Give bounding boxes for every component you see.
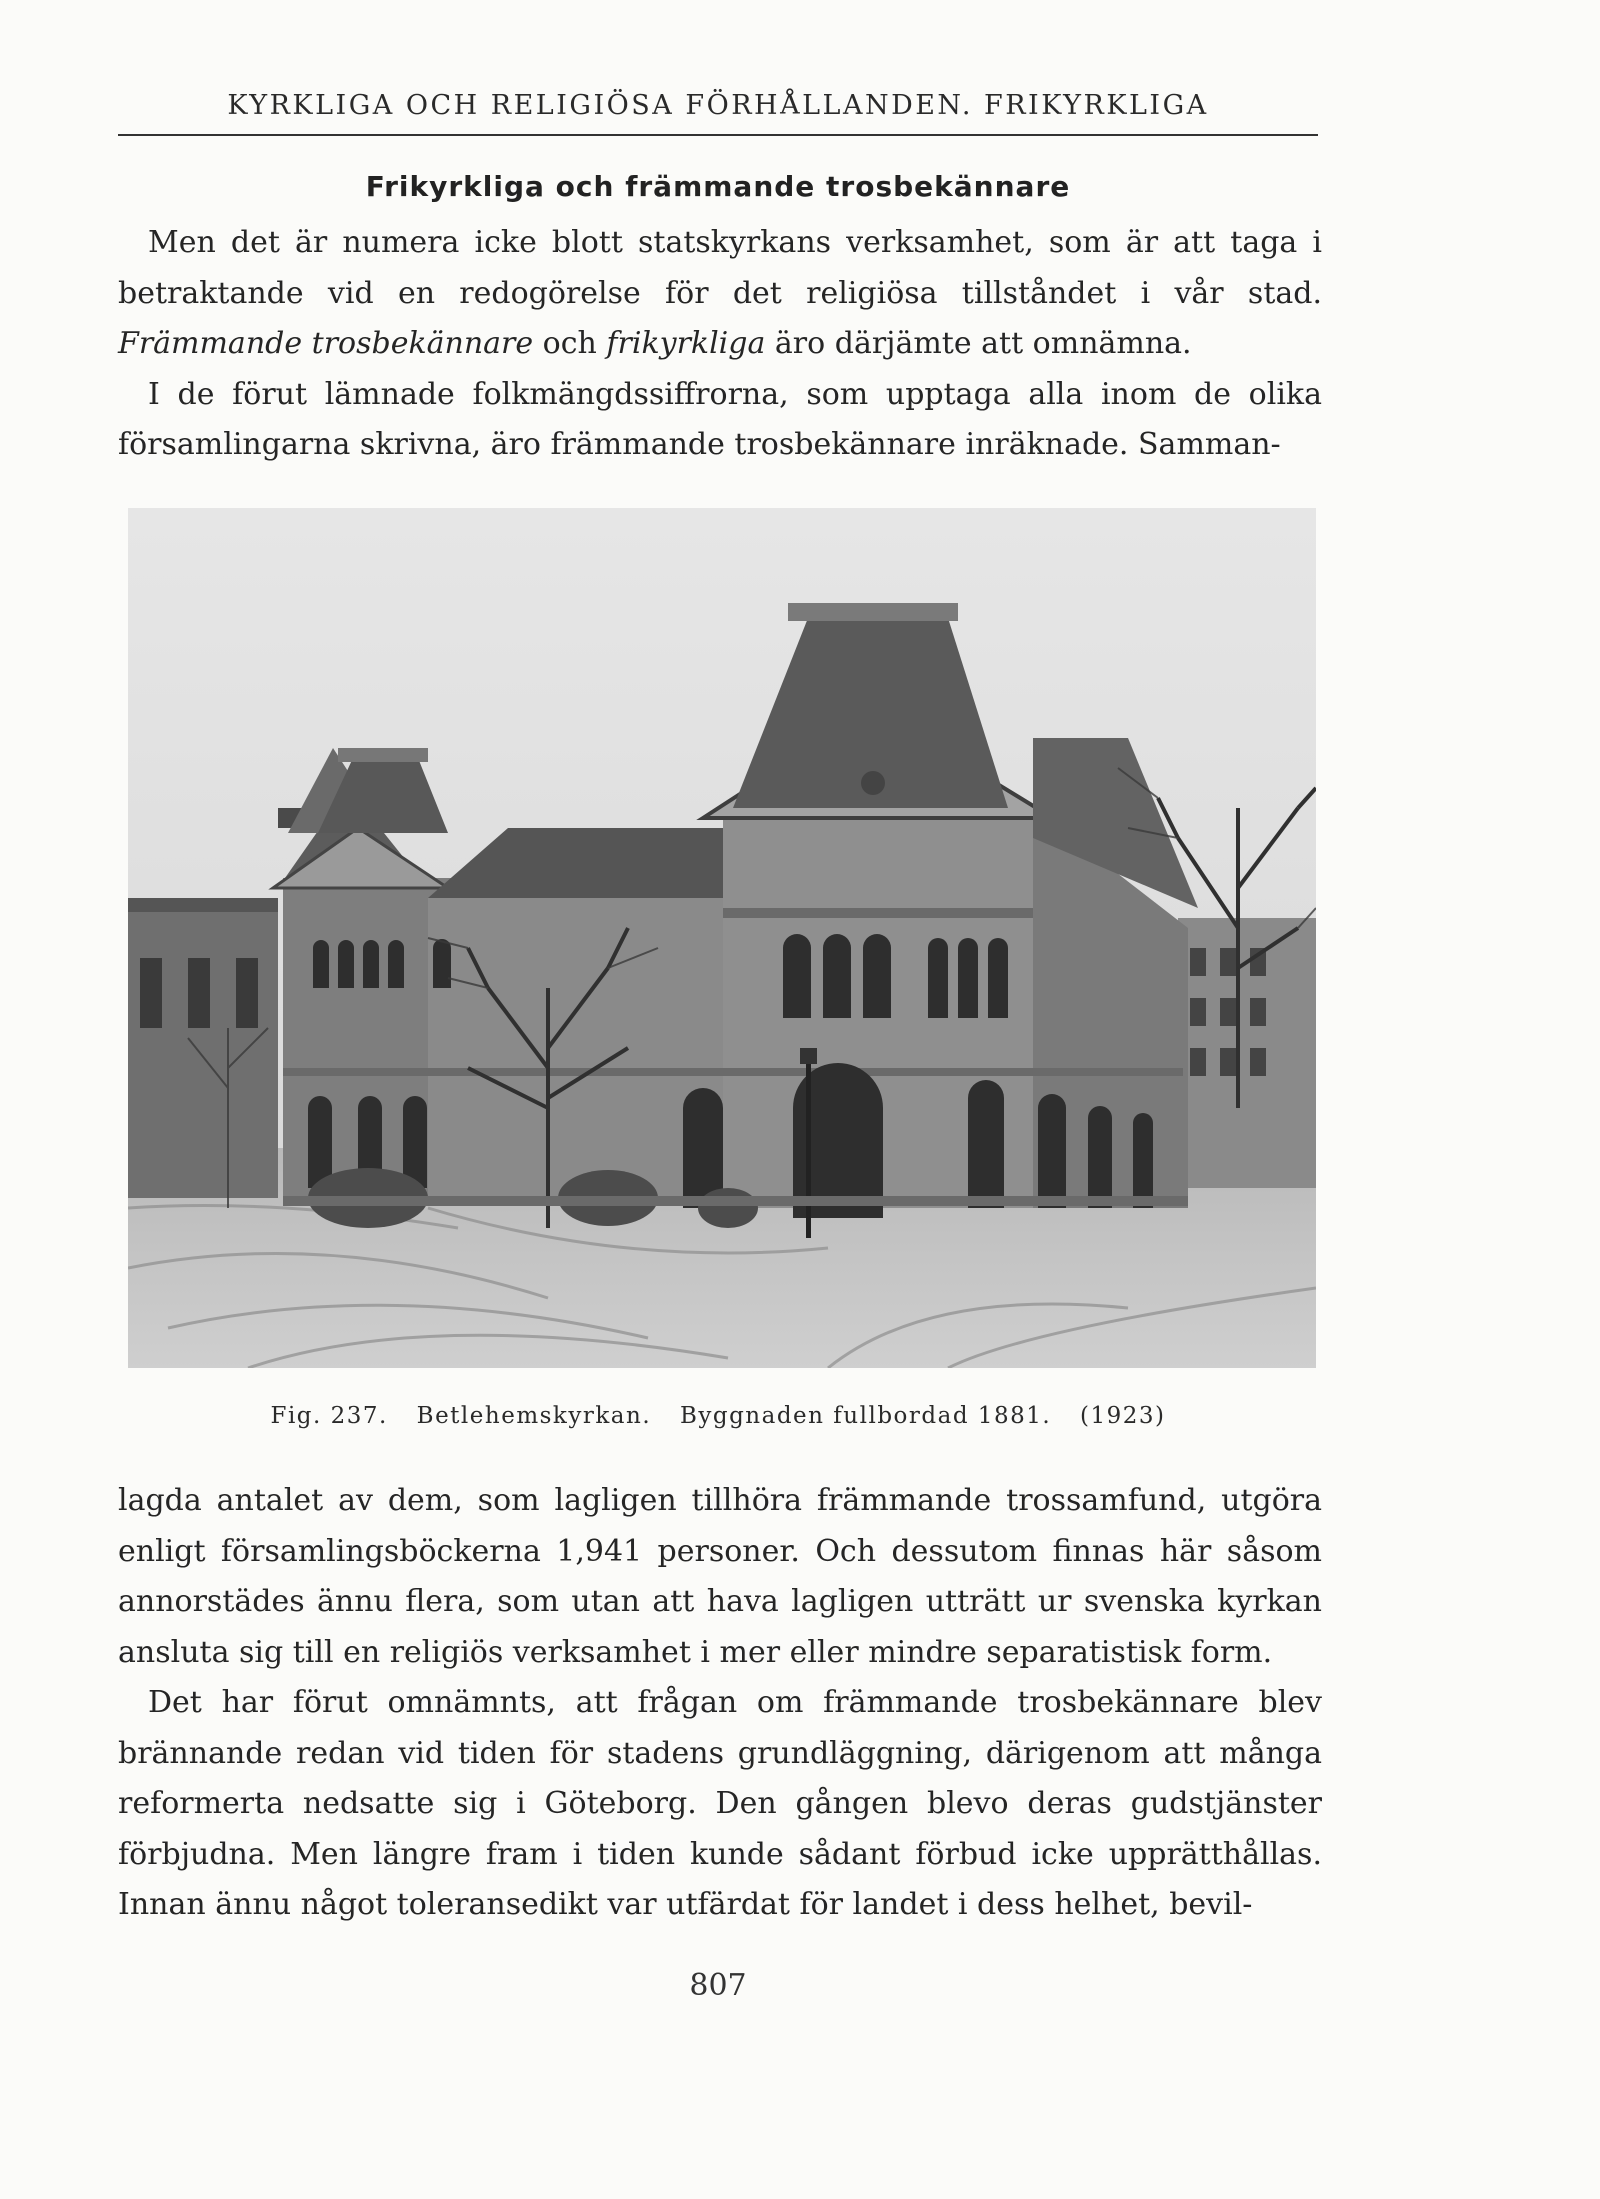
emphasis-frikyrkliga: frikyrkliga (606, 326, 766, 361)
header-rule (118, 134, 1318, 136)
paragraph-2: I de förut lämnade folkmängdssiffrorna, som upptaga alla inom de olika församlingarna skrivna, äro främmande trosbekännare inräknade. Samman- (118, 376, 1322, 462)
church-photograph-drawing (128, 508, 1316, 1368)
paragraph-1-text-c: äro därjämte att omnämna. (765, 326, 1192, 361)
caption-label: Fig. 237. (270, 1403, 388, 1429)
caption-title: Betlehemskyrkan. (416, 1403, 652, 1429)
figure-caption (118, 1403, 1318, 1429)
church-photograph (128, 508, 1316, 1368)
bottom-text-block (118, 1476, 1322, 1931)
page-number: 807 (689, 1968, 747, 2003)
running-head: KYRKLIGA OCH RELIGIÖSA FÖRHÅLLANDEN. FRIKYRKLIGA (227, 90, 1209, 121)
top-text-block (118, 218, 1322, 471)
caption-text: Byggnaden fullbordad 1881. (679, 1403, 1052, 1429)
paragraph-1 (118, 218, 1322, 370)
caption-year: (1923) (1080, 1403, 1166, 1429)
paragraph-3: lagda antalet av dem, som lagligen tillhöra främmande trossamfund, utgöra enligt församlingsböckerna 1,941 personer. Och dessutom finnas här såsom annorstädes ännu flera, som utan att hava lagligen utträtt ur svenska kyrkan ansluta sig till en religiös verksamhet i mer eller mindre separatistisk form. (118, 1483, 1322, 1670)
emphasis-frammande: Främmande trosbekännare (118, 326, 534, 361)
paragraph-4: Det har förut omnämnts, att frågan om främmande trosbekännare blev brännande redan vid tiden för stadens grundläggning, därigenom att många reformerta nedsatte sig i Göteborg. Den gången blevo deras gudstjänster förbjudna. Men längre fram i tiden kunde sådant förbud icke upprätthållas. Innan ännu något toleransedikt var utfärdat för landet i dess helhet, bevil- (118, 1685, 1322, 1922)
section-title: Frikyrkliga och främmande trosbekännare (365, 170, 1071, 203)
paragraph-1-text-b: och (533, 326, 607, 361)
paragraph-1-text-a: Men det är numera icke blott statskyrkans verksamhet, som är att taga i betraktande vid en redogörelse för det religiösa tillståndet i vår stad. (118, 225, 1322, 311)
